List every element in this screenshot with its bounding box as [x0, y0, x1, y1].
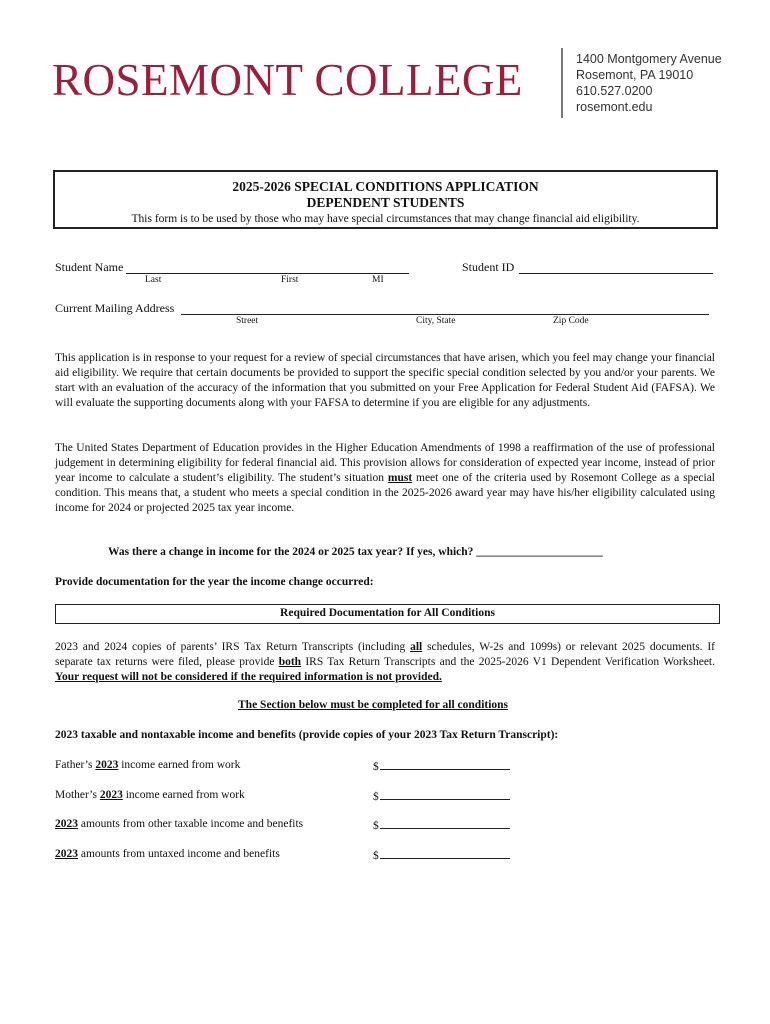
intro-paragraph-2	[55, 441, 715, 516]
father-income-label	[55, 759, 240, 771]
form-title-box	[53, 170, 718, 229]
row-label-post: amounts from other taxable income and benefits	[78, 818, 304, 830]
row-label-post: amounts from untaxed income and benefits	[78, 848, 280, 860]
row-year: 2023	[55, 818, 78, 830]
other-taxable-income-label	[55, 818, 303, 830]
untaxed-income-label	[55, 848, 280, 860]
student-id-field[interactable]	[519, 261, 713, 274]
other-taxable-income-field[interactable]	[373, 818, 510, 832]
must-emphasis: must	[387, 472, 413, 484]
both-emphasis: both	[278, 656, 302, 668]
row-year: 2023	[55, 848, 78, 860]
currency-symbol: $	[373, 791, 379, 803]
mailing-address-field[interactable]	[181, 302, 709, 315]
section-heading: The Section below must be completed for all conditions	[238, 699, 509, 711]
currency-symbol: $	[373, 820, 379, 832]
street-label: Street	[236, 316, 259, 326]
address-city: Rosemont, PA 19010	[576, 68, 694, 82]
row-label-pre: Father’s	[55, 759, 96, 771]
all-emphasis: all	[410, 641, 423, 653]
intro-p2-text-a: The United States Department of Education provides in the Higher Education Amendments of 1998 a reaffirmation of the use of professional judgement in determining eligibility for federal financial aid. This provision allows for consideration of expected year income, instead of prior year income to calculate a student’s eligibility. The student’s situation	[55, 442, 715, 484]
required-documentation-text	[55, 640, 715, 685]
college-address	[576, 51, 722, 115]
amount-line[interactable]	[380, 818, 510, 829]
student-id-label: Student ID	[462, 260, 515, 274]
row-label-post: income earned from work	[122, 789, 245, 801]
untaxed-income-field[interactable]	[373, 848, 510, 862]
father-income-field[interactable]	[373, 759, 510, 773]
amount-line[interactable]	[380, 789, 510, 800]
req-text-3: IRS Tax Return Transcripts and the 2025-2026 V1 Dependent Verification Worksheet.	[301, 656, 715, 668]
req-text-2: schedules, W-2s and 1099s) or relevant 2025 documents. If separate tax returns were filed, please provide	[55, 641, 716, 668]
provide-documentation-label: Provide documentation for the year the income change occurred:	[55, 576, 374, 588]
mother-income-label	[55, 789, 245, 801]
header-divider	[561, 48, 563, 118]
currency-symbol: $	[373, 761, 379, 773]
row-year: 2023	[99, 789, 123, 801]
row-label-pre: Mother’s	[55, 789, 100, 801]
form-subtitle-dependent: DEPENDENT STUDENTS	[306, 195, 465, 210]
section-intro: 2023 taxable and nontaxable income and benefits (provide copies of your 2023 Tax Return Transcript):	[55, 729, 559, 741]
middle-initial-label: MI	[372, 275, 384, 285]
city-state-label: City, State	[416, 316, 456, 326]
amount-line[interactable]	[380, 848, 510, 859]
form-title: 2025-2026 SPECIAL CONDITIONS APPLICATION	[232, 179, 539, 194]
last-name-label: Last	[145, 275, 162, 285]
address-street: 1400 Montgomery Avenue	[576, 52, 722, 66]
mailing-address-label: Current Mailing Address	[55, 301, 175, 315]
student-name-field[interactable]	[126, 261, 409, 274]
req-text-1: 2023 and 2024 copies of parents’ IRS Tax Return Transcripts (including	[55, 641, 411, 653]
currency-symbol: $	[373, 850, 379, 862]
row-year: 2023	[95, 759, 119, 771]
first-name-label: First	[281, 275, 299, 285]
college-logo: ROSEMONT COLLEGE	[52, 55, 523, 105]
form-purpose: This form is to be used by those who may have special circumstances that may change financial aid eligibility.	[131, 213, 640, 225]
student-name-label: Student Name	[55, 260, 124, 274]
required-documentation-heading: Required Documentation for All Conditions	[55, 604, 720, 624]
mother-income-field[interactable]	[373, 789, 510, 803]
income-change-question: Was there a change in income for the 2024 or 2025 tax year? If yes, which? ______________________	[108, 546, 603, 558]
required-warning: Your request will not be considered if the required information is not provided.	[55, 671, 442, 683]
row-label-post: income earned from work	[118, 759, 241, 771]
address-phone: 610.527.0200	[576, 84, 653, 98]
intro-paragraph-1: This application is in response to your request for a review of special circumstances that have arisen, which you feel may change your financial aid eligibility. We require that certain documents be provided to support the specific special condition selected by you and/or your parents. We start with an evaluation of the accuracy of the information that you submitted on your Free Application for Federal Student Aid (FAFSA). We will evaluate the supporting documents along with your FAFSA to determine if you are eligible for any adjustments.	[55, 352, 715, 409]
address-website[interactable]: rosemont.edu	[576, 100, 653, 114]
intro-p2-text-b: meet one of the criteria used by Rosemont College as a special condition. This means that, a student who meets a special condition in the 2025-2026 award year may have his/her eligibility calculated using income for 2024 or projected 2025 tax year income.	[55, 472, 715, 514]
amount-line[interactable]	[380, 759, 510, 770]
zip-code-label: Zip Code	[553, 316, 589, 326]
